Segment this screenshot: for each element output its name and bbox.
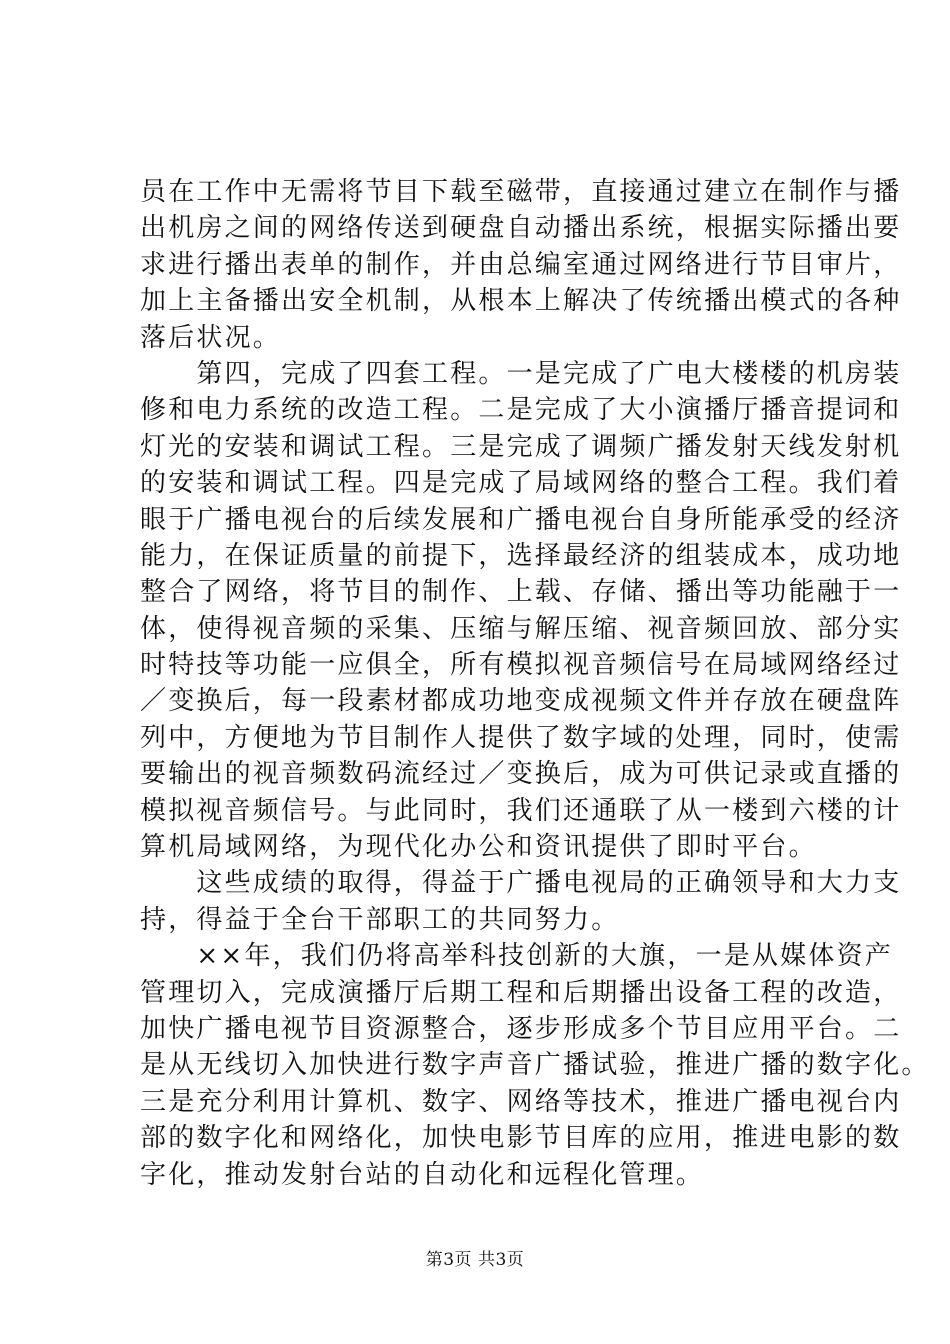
text-line: 算机局域网络，为现代化办公和资讯提供了即时平台。 <box>140 832 817 863</box>
body-text <box>140 174 930 1193</box>
text-line: 部的数字化和网络化，加快电影节目库的应用，推进电影的数 <box>140 1123 902 1154</box>
page-footer <box>0 1245 950 1270</box>
page-number: 第3页 共3页 <box>425 1250 525 1270</box>
text-line: 管理切入，完成演播厅后期工程和后期播出设备工程的改造， <box>140 977 902 1008</box>
text-line: ××年，我们仍将高举科技创新的大旗，一是从媒体资产 <box>140 941 893 972</box>
text-line: 修和电力系统的改造工程。二是完成了大小演播厅播音提词和 <box>140 395 902 426</box>
text-line: 三是充分利用计算机、数字、网络等技术，推进广播电视台内 <box>140 1086 902 1117</box>
text-line: 眼于广播电视台的后续发展和广播电视台自身所能承受的经济 <box>140 504 902 535</box>
text-line: 员在工作中无需将节目下载至磁带，直接通过建立在制作与播 <box>140 177 902 207</box>
text-line: 持，得益于全台干部职工的共同努力。 <box>140 904 620 935</box>
text-line: 时特技等功能一应俱全，所有模拟视音频信号在局域网络经过 <box>140 650 902 681</box>
text-line: 求进行播出表单的制作，并由总编室通过网络进行节目审片， <box>140 249 902 280</box>
text-line: 第四，完成了四套工程。一是完成了广电大楼楼的机房装 <box>140 358 902 389</box>
text-line: 的安装和调试工程。四是完成了局域网络的整合工程。我们着 <box>140 468 902 499</box>
text-line: 要输出的视音频数码流经过／变换后，成为可供记录或直播的 <box>140 759 902 790</box>
text-line: 出机房之间的网络传送到硬盘自动播出系统，根据实际播出要 <box>140 213 902 244</box>
text-line: 能力，在保证质量的前提下，选择最经济的组装成本，成功地 <box>140 540 902 571</box>
text-line: 字化，推动发射台站的自动化和远程化管理。 <box>140 1159 705 1190</box>
text-line: 列中，方便地为节目制作人提供了数字域的处理，同时，使需 <box>140 722 902 753</box>
text-line: 是从无线切入加快进行数字声音广播试验，推进广播的数字化。 <box>140 1050 930 1081</box>
text-line: 灯光的安装和调试工程。三是完成了调频广播发射天线发射机 <box>140 431 902 462</box>
text-line: 模拟视音频信号。与此同时，我们还通联了从一楼到六楼的计 <box>140 795 902 826</box>
text-line: 整合了网络，将节目的制作、上载、存储、播出等功能融于一 <box>140 577 902 608</box>
text-line: 加上主备播出安全机制，从根本上解决了传统播出模式的各种 <box>140 286 902 317</box>
text-line: 这些成绩的取得，得益于广播电视局的正确领导和大力支 <box>140 868 902 899</box>
text-line: ／变换后，每一段素材都成功地变成视频文件并存放在硬盘阵 <box>140 686 902 717</box>
text-line: 体，使得视音频的采集、压缩与解压缩、视音频回放、部分实 <box>140 613 902 644</box>
text-line: 落后状况。 <box>140 322 282 353</box>
text-line: 加快广播电视节目资源整合，逐步形成多个节目应用平台。二 <box>140 1013 902 1044</box>
